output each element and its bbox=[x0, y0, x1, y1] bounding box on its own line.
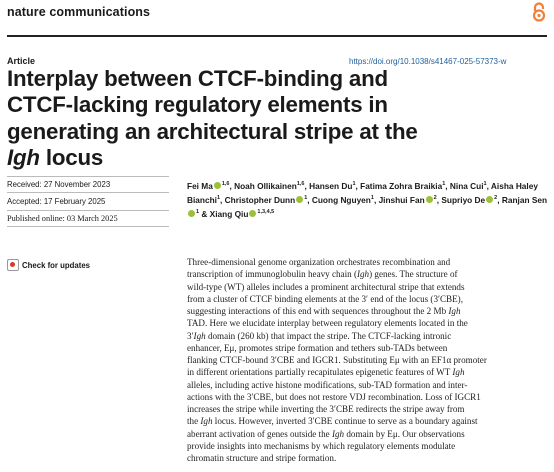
author-name[interactable]: Fatima Zohra Braikia bbox=[360, 180, 443, 191]
author-separator: , bbox=[445, 180, 450, 191]
published-date: Published online: 03 March 2025 bbox=[7, 214, 118, 223]
abstract-line: suggesting interactions of this end with sequences throughout the 2 Mb Igh bbox=[187, 306, 461, 316]
author-name[interactable]: Supriyo De bbox=[441, 194, 486, 205]
author-affiliation: 1 bbox=[370, 195, 374, 202]
author-name[interactable]: Aisha Haley Bianchi bbox=[187, 180, 538, 205]
author-separator: , bbox=[436, 194, 442, 205]
abstract-line: transcription of immunoglobulin heavy chain (Igh) genes. The structure of bbox=[187, 269, 458, 280]
abstract-line: flanking CTCF-bound 3′CBE and IGCR1. Substituting Eμ with an EF1α promoter bbox=[187, 355, 487, 365]
author-separator: , bbox=[220, 194, 225, 205]
check-for-updates-label: Check for updates bbox=[22, 260, 91, 270]
author-affiliation: 2 bbox=[433, 195, 437, 202]
abstract-line: increases the stripe while inverting the 3′CBE redirects the stripe away from bbox=[187, 404, 465, 414]
abstract-line: from a cluster of CTCF binding elements at the 3′ end of the locus (3′CBE), bbox=[187, 293, 463, 304]
author-separator: , bbox=[304, 180, 310, 191]
author-name[interactable]: Ranjan Sen bbox=[501, 194, 548, 205]
orcid-icon[interactable] bbox=[426, 196, 433, 203]
author-affiliation: 1 bbox=[216, 195, 221, 202]
check-for-updates-icon bbox=[7, 259, 19, 271]
abstract-line: actions with the 3′CBE, but does not restore VDJ recombination. Loss of IGCR1 bbox=[187, 391, 481, 402]
abstract-line: aberrant activation of genes outside the Igh domain by Eμ. Our observations bbox=[187, 428, 465, 439]
author-name[interactable]: Hansen Du bbox=[309, 180, 353, 191]
abstract-line: enhancer, Eμ, promotes stripe formation and tethers sub-TADs between bbox=[187, 342, 448, 353]
abstract-line: Three-dimensional genome organization orchestrates recombination and bbox=[187, 257, 451, 267]
meta-divider bbox=[7, 210, 169, 211]
author-name[interactable]: Fei Ma bbox=[187, 180, 213, 191]
abstract-line: wild-type (WT) alleles includes a prominent architectural stripe that extends bbox=[187, 281, 465, 292]
meta-divider bbox=[7, 192, 169, 193]
title-line-4-rest: locus bbox=[39, 145, 104, 171]
abstract-line: 3′Igh domain (260 kb) that impact the stripe. The CTCF-lacking intronic bbox=[187, 330, 452, 341]
author-affiliation: 1 bbox=[483, 181, 487, 187]
author-name[interactable]: Cuong Nguyen bbox=[311, 194, 371, 205]
author-name[interactable]: Christopher Dunn bbox=[224, 194, 296, 205]
author-separator: , bbox=[355, 180, 361, 191]
open-access-icon bbox=[531, 2, 547, 22]
title-line-3: generating an architectural stripe at the bbox=[7, 118, 418, 144]
author-separator: , bbox=[497, 194, 502, 205]
title-gene-name: Igh bbox=[7, 145, 40, 171]
author-affiliation: 1,6 bbox=[221, 181, 230, 187]
author-name[interactable]: Nina Cui bbox=[449, 180, 484, 191]
accepted-date: Accepted: 17 February 2025 bbox=[7, 197, 106, 206]
abstract bbox=[187, 256, 547, 464]
meta-divider bbox=[7, 226, 169, 227]
author-name[interactable]: Xiang Qiu bbox=[209, 208, 249, 219]
received-date: Received: 27 November 2023 bbox=[7, 180, 111, 189]
author-separator: , bbox=[229, 180, 235, 191]
journal-name[interactable]: nature communications bbox=[7, 5, 151, 19]
orcid-icon[interactable] bbox=[249, 210, 256, 217]
abstract-line: chromatin structure and stripe formation. bbox=[187, 453, 337, 463]
author-affiliation: 1,6 bbox=[296, 181, 305, 187]
meta-divider bbox=[7, 176, 169, 177]
title-line-1: Interplay between CTCF-binding and bbox=[7, 66, 388, 91]
orcid-icon[interactable] bbox=[296, 196, 303, 203]
abstract-line: the Igh locus. However, inverted 3′CBE continue to serve as a boundary against bbox=[187, 416, 478, 427]
article-type-label: Article bbox=[7, 56, 36, 66]
orcid-icon[interactable] bbox=[214, 182, 221, 189]
orcid-icon[interactable] bbox=[188, 210, 195, 217]
abstract-line: alleles, including active histone modifications, sub-TAD formation and inter- bbox=[187, 379, 468, 390]
article-title bbox=[7, 66, 552, 172]
doi-link[interactable]: https://doi.org/10.1038/s41467-025-57373-w bbox=[349, 57, 507, 66]
author-separator: & bbox=[199, 208, 210, 219]
abstract-line: in different orientations partially recapitulates epigenetic features of WT Igh bbox=[187, 367, 465, 378]
orcid-icon[interactable] bbox=[486, 196, 493, 203]
author-separator: , bbox=[486, 180, 491, 191]
author-affiliation: 1 bbox=[304, 195, 308, 202]
author-affiliation: 1 bbox=[442, 181, 446, 187]
author-affiliation: 1 bbox=[196, 209, 200, 216]
author-separator: , bbox=[307, 194, 312, 205]
title-line-2: CTCF-lacking regulatory elements in bbox=[7, 92, 388, 118]
author-separator: , bbox=[373, 194, 379, 205]
author-affiliation: 1,3,4,5 bbox=[257, 209, 275, 216]
abstract-line: TAD. Here we elucidate interplay between regulatory elements located in the bbox=[187, 318, 468, 329]
check-for-updates-button[interactable] bbox=[7, 259, 90, 271]
author-name[interactable]: Noah Ollikainen bbox=[234, 180, 297, 191]
author-affiliation: 2 bbox=[494, 195, 498, 202]
author-affiliation: 1 bbox=[352, 181, 356, 187]
author-name[interactable]: Jinshui Fan bbox=[378, 194, 425, 205]
author-list bbox=[187, 178, 549, 220]
header-rule bbox=[7, 35, 547, 37]
abstract-line: provide insights into mechanisms by which regulatory elements modulate bbox=[187, 440, 456, 451]
